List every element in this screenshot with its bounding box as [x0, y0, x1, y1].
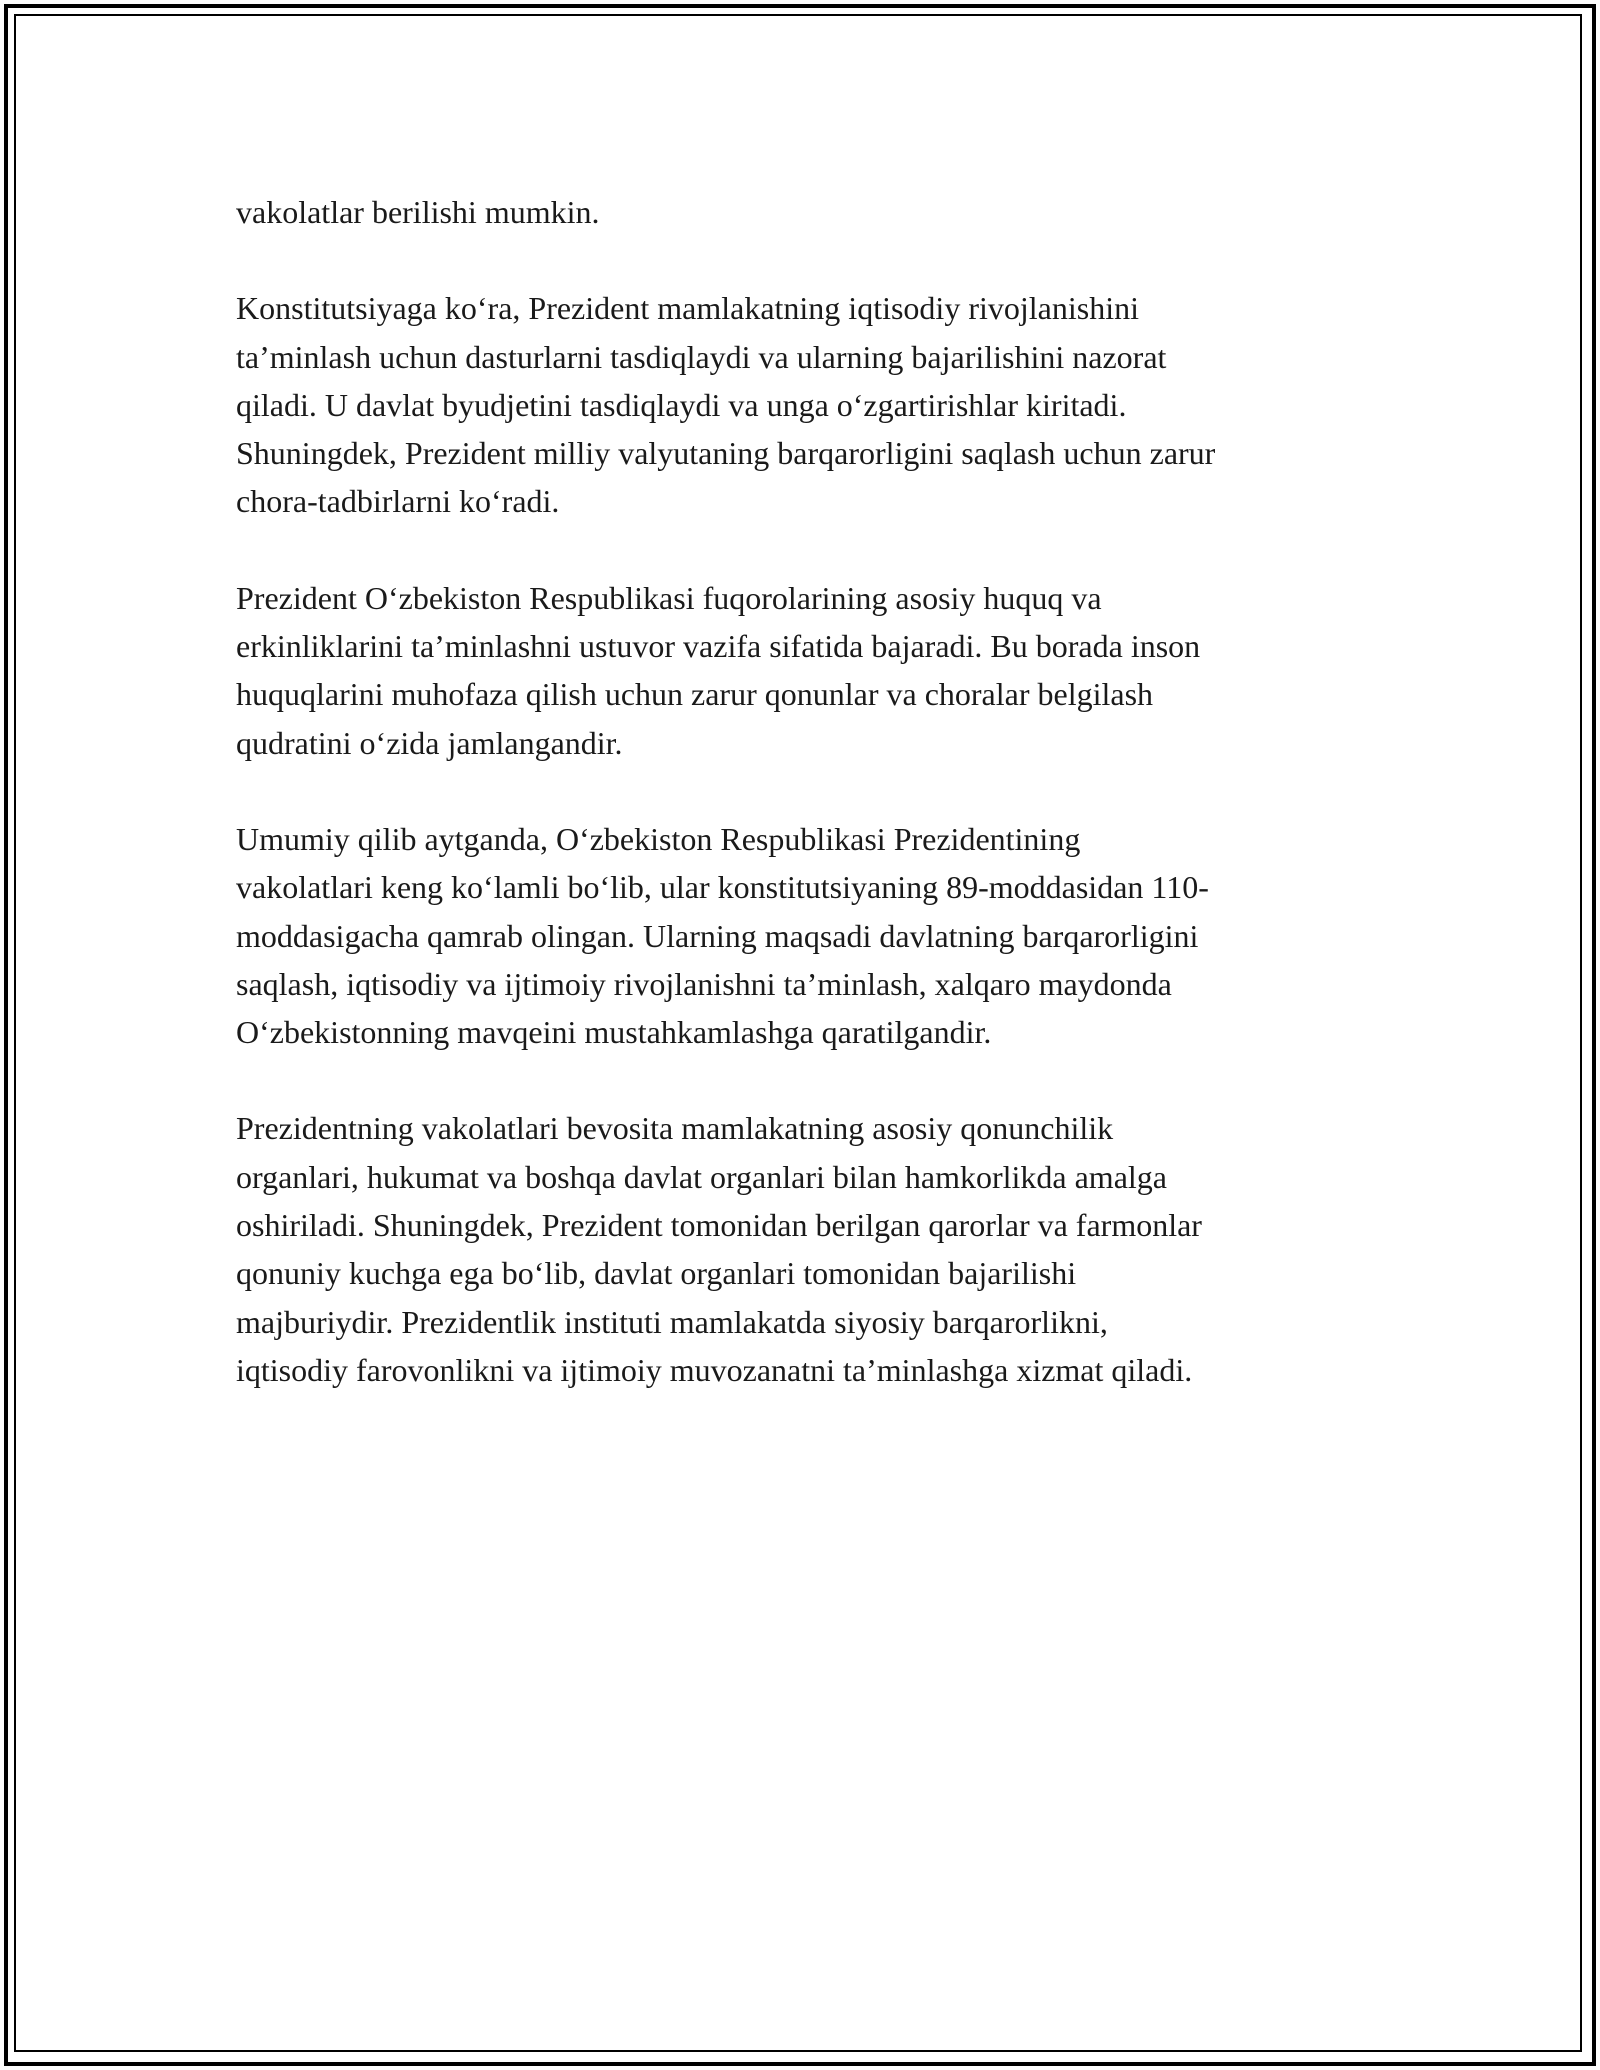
paragraph-3: Prezident O‘zbekiston Respublikasi fuqorolarining asosiy huquq va erkinliklarini ta’minlashni ustuvor vazifa sifatida bajaradi. Bu borada inson huquqlarini muhofaza qilish uchun zarur qonunlar va choralar belgilash qudratini o‘zida jamlangandir. — [236, 579, 1201, 761]
document-body — [236, 188, 1366, 1442]
paragraph-5: Prezidentning vakolatlari bevosita mamlakatning asosiy qonunchilik organlari, hukumat va boshqa davlat organlari bilan hamkorlikda amalga oshiriladi. Shuningdek, Prezident tomonidan berilgan qarorlar va farmonlar qonuniy kuchga ega bo‘lib, davlat organlari tomonidan bajarilishi majburiydir. Prezidentlik instituti mamlakatda siyosiy barqarorlikni, iqtisodiy farovonlikni va ijtimoiy muvozanatni ta’minlashga xizmat qiladi. — [236, 1110, 1202, 1388]
paragraph-2: Konstitutsiyaga ko‘ra, Prezident mamlakatning iqtisodiy rivojlanishini ta’minlash uchun dasturlarni tasdiqlaydi va ularning bajarilishini nazorat qiladi. U davlat byudjetini tasdiqlaydi va unga o‘zgartirishlar kiritadi. Shuningdek, Prezident milliy valyutaning barqarorligini saqlash uchun zarur chora-tadbirlarni ko‘radi. — [236, 290, 1216, 520]
paragraph-1: vakolatlar berilishi mumkin. — [236, 194, 600, 230]
paragraph-4: Umumiy qilib aytganda, O‘zbekiston Respublikasi Prezidentining vakolatlari keng ko‘lamli bo‘lib, ular konstitutsiyaning 89-moddasidan 110- moddasigacha qamrab olingan. Ularning maqsadi davlatning barqarorligini saqlash, iqtisodiy va ijtimoiy rivojlanishni ta’minlash, xalqaro maydonda O‘zbekistonning mavqeini mustahkamlashga qaratilgandir. — [236, 820, 1209, 1051]
